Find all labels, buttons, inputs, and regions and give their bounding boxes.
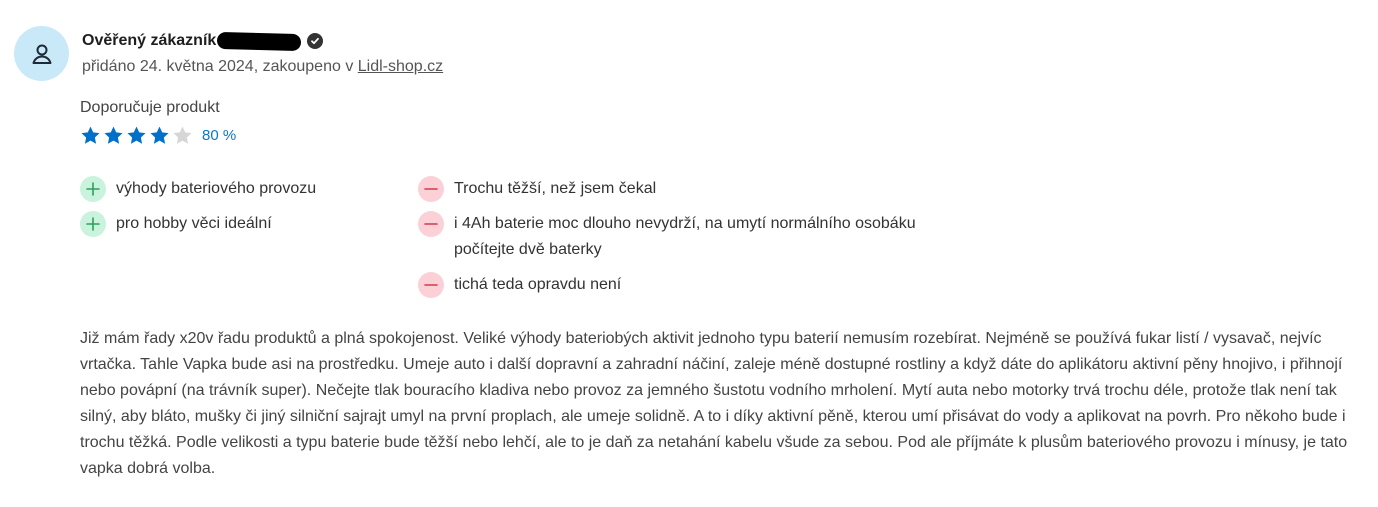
verified-check-icon: [307, 33, 323, 49]
plus-icon: [80, 211, 106, 237]
minus-icon: [418, 211, 444, 237]
star-icon: [103, 125, 124, 146]
shop-link[interactable]: Lidl-shop.cz: [357, 58, 444, 75]
pro-text: pro hobby věci ideální: [116, 215, 272, 232]
cons-list: [418, 176, 978, 307]
user-icon: [30, 42, 54, 66]
review-date-text: přidáno 24. května 2024, zakoupeno v: [82, 58, 358, 75]
pro-item: [80, 176, 410, 202]
user-avatar: [14, 26, 69, 81]
author-name: Ověřený zákazník: [82, 32, 217, 49]
plus-icon: [80, 176, 106, 202]
minus-icon: [418, 272, 444, 298]
con-item: [418, 211, 978, 263]
review-body: Již mám řady x20v řadu produktů a plná spokojenost. Veliké výhody bateriobých aktivit jednoho typu baterií nemusím rozebírat. Nejméně se používá fukar listí / vysavač, nejvíc vrtačka. Tahle Vapka bude asi na prostředku. Umeje auto i další dopravní a zahradní náčiní, zaleje méně dostupné rostliny a když dáte do aplikátoru aktivní pěny hnojivo, i přihnojí nebo povápní (na trávník super). Nečejte tlak bouracího kladiva nebo provoz za jemného šustotu vodního mrholení. Mytí auta nebo motorky trvá trochu déle, protože tlak není tak silný, aby bláto, mušky či jiný silniční sajrajt umyl na první proplach, ale umeje solidně. A to i díky aktivní pěně, kterou umí přisávat do vody a aplikovat na povrh. Pro někoho bude i trochu těžká. Podle velikosti a typu baterie bude těžší nebo lehčí, ale to je daň za netahání kabelu všude za sebou. Pod ale příjmáte k plusům bateriového provozu i mínusy, je tato vapka dobrá volba.: [80, 330, 1348, 477]
star-icon: [149, 125, 170, 146]
recommend-label: Doporučuje produkt: [80, 99, 220, 116]
con-text: tichá teda opravdu není: [454, 276, 622, 293]
rating-stars: [80, 124, 236, 146]
star-icon: [126, 125, 147, 146]
minus-icon: [418, 176, 444, 202]
star-empty-icon: [172, 125, 193, 146]
con-text: i 4Ah baterie moc dlouho nevydrží, na umytí normálního osobáku počítejte dvě baterky: [454, 215, 916, 258]
star-icon: [80, 125, 101, 146]
review-meta: [82, 58, 443, 76]
pros-list: [80, 176, 410, 246]
author-row: [82, 30, 323, 52]
pro-item: [80, 211, 410, 237]
rating-percent: 80 %: [202, 126, 237, 144]
redacted-name-mark: [217, 31, 301, 50]
pro-text: výhody bateriového provozu: [116, 180, 317, 197]
con-text: Trochu těžší, než jsem čekal: [454, 180, 657, 197]
con-item: [418, 176, 978, 202]
con-item: [418, 272, 978, 298]
